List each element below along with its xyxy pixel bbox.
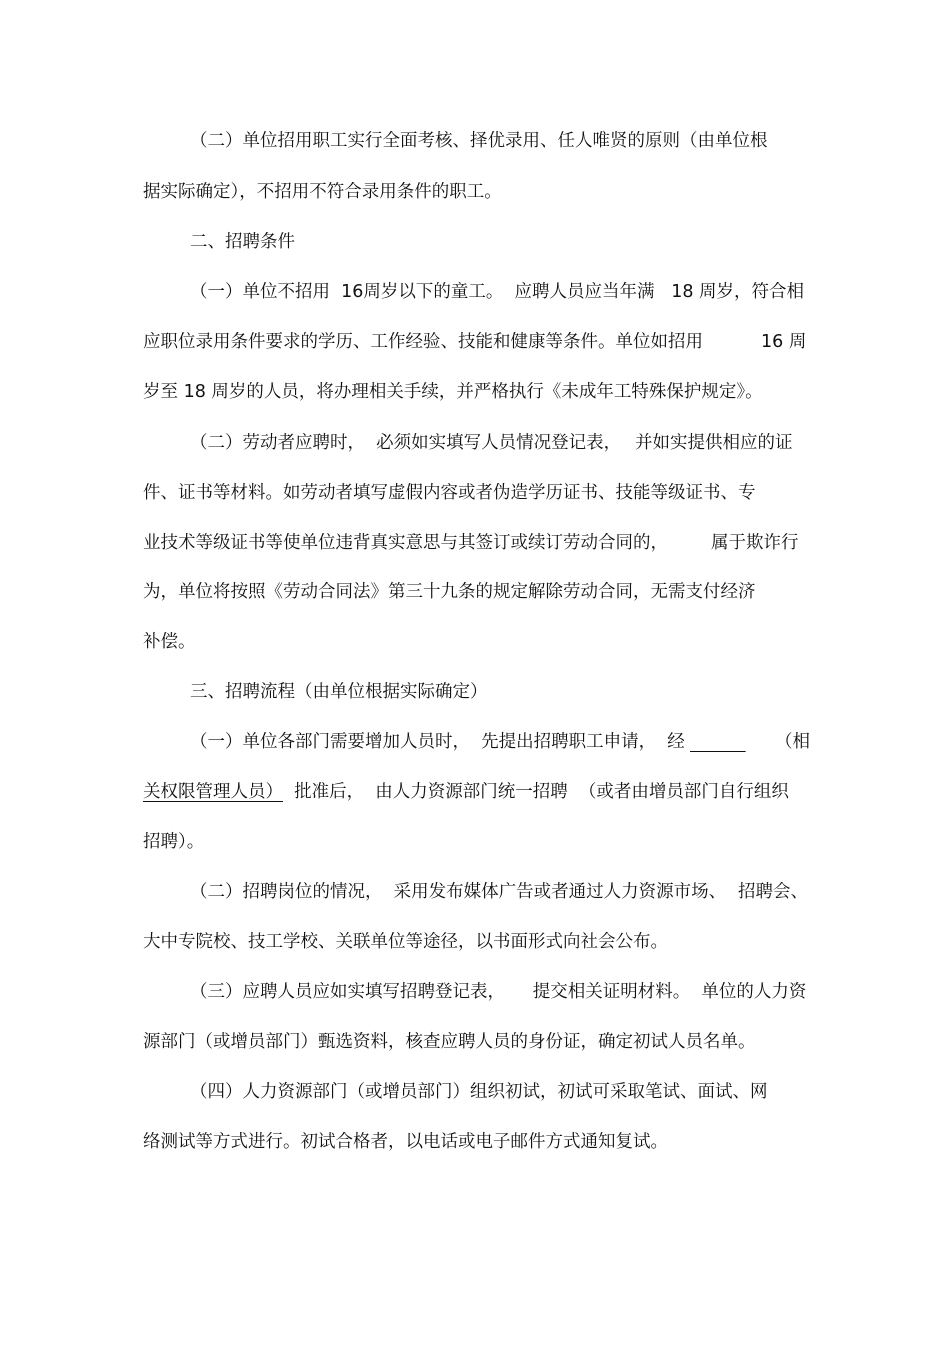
paragraph-line: 据实际确定），不招用不符合录用条件的职工。: [143, 182, 502, 202]
paragraph-line: 大中专院校、技工学校、关联单位等途径，以书面形式向社会公布。: [143, 932, 668, 952]
section-heading: 三、招聘流程（由单位根据实际确定）: [190, 682, 488, 702]
paragraph-line: 招聘）。: [143, 832, 205, 852]
paragraph-line: 岁至 18 周岁的人员，将办理相关手续，并严格执行《未成年工特殊保护规定》。: [143, 382, 763, 402]
section-heading: 二、招聘条件: [190, 232, 295, 252]
paragraph-line: （二）单位招用职工实行全面考核、择优录用、任人唯贤的原则（由单位根: [190, 131, 768, 151]
paragraph-line: 应职位录用条件要求的学历、工作经验、技能和健康等条件。单位如招用: [143, 332, 703, 352]
paragraph-line-fragment: 16 周: [761, 332, 807, 352]
fill-in-blank: [690, 730, 782, 754]
paragraph-line-fragment: 招聘会、: [738, 882, 808, 902]
paragraph-line: （一）单位不招用 16周岁以下的童工。 应聘人员应当年满 18 周岁，符合相: [190, 282, 805, 302]
paragraph-line: 为，单位将按照《劳动合同法》第三十九条的规定解除劳动合同，无需支付经济: [143, 582, 756, 602]
underlined-text: 关权限管理人员）: [143, 782, 283, 802]
paragraph-line: （一）单位各部门需要增加人员时， 先提出招聘职工申请， 经: [190, 732, 685, 752]
paragraph-line: 业技术等级证书等使单位违背真实意思与其签订或续订劳动合同的，: [143, 533, 668, 553]
paragraph-line: （三）应聘人员应如实填写招聘登记表， 提交相关证明材料。 单位的人力资: [190, 982, 807, 1002]
paragraph-line-fragment: （相: [775, 732, 810, 752]
paragraph-line: （二）劳动者应聘时， 必须如实填写人员情况登记表，: [190, 433, 622, 453]
paragraph-line-fragment: 属于欺诈行: [711, 533, 799, 553]
paragraph-line: （四）人力资源部门（或增员部门）组织初试，初试可采取笔试、面试、网: [190, 1082, 768, 1102]
paragraph-line: 批准后， 由人力资源部门统一招聘 （或者由增员部门自行组织: [283, 782, 789, 802]
paragraph-line: （二）招聘岗位的情况， 采用发布媒体广告或者通过人力资源市场、: [190, 882, 727, 902]
paragraph-line: 补偿。: [143, 632, 196, 652]
paragraph-line: 源部门（或增员部门）甄选资料，核查应聘人员的身份证，确定初试人员名单。: [143, 1032, 756, 1052]
paragraph-line-fragment: 并如实提供相应的证: [635, 433, 793, 453]
paragraph-line: 件、证书等材料。如劳动者填写虚假内容或者伪造学历证书、技能等级证书、专: [143, 483, 756, 503]
paragraph-line: 络测试等方式进行。初试合格者，以电话或电子邮件方式通知复试。: [143, 1132, 668, 1152]
